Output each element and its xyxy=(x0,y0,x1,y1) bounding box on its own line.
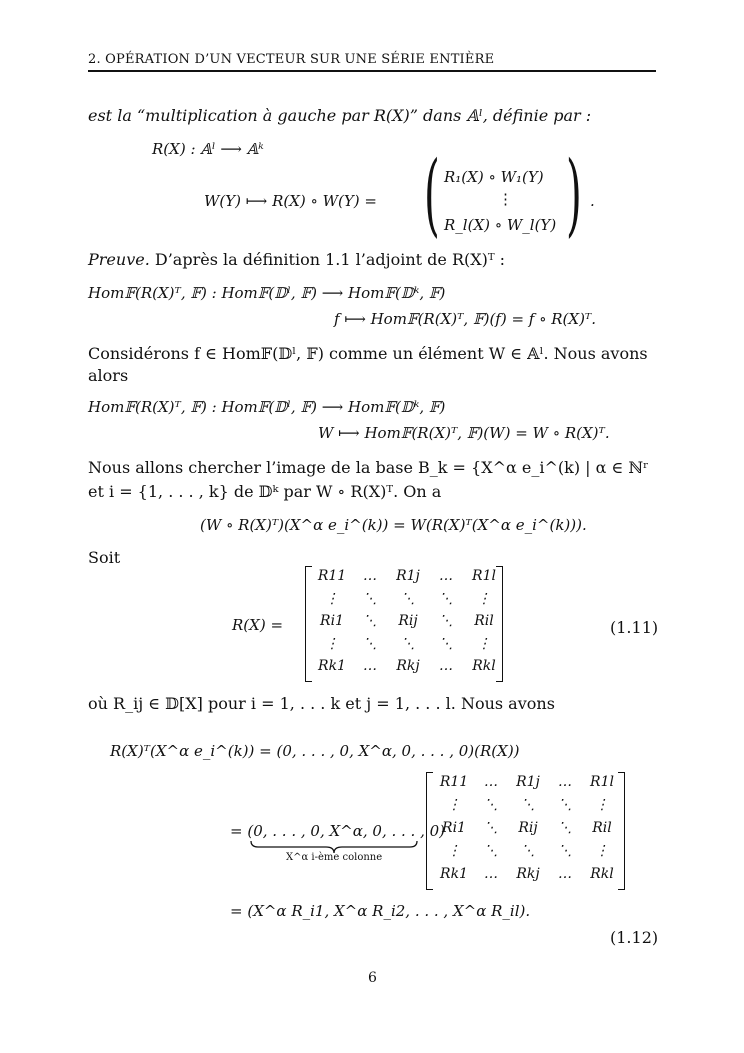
matrix-cell: Rij xyxy=(398,613,418,629)
matrix-cell: ⋮ xyxy=(447,843,461,859)
matrix-lhs: R(X) = xyxy=(232,616,284,634)
matrix-cell: … xyxy=(484,774,498,790)
matrix-cell: R11 xyxy=(439,774,469,790)
matrix-cell: … xyxy=(363,658,377,674)
vector-left-paren: ( xyxy=(424,142,440,247)
matrix-cell: ⋱ xyxy=(363,613,377,629)
matrix-cell: ⋱ xyxy=(558,843,572,859)
matrix-cell: Rk1 xyxy=(318,658,346,674)
hom1-line1: Hom𝔽(R(X)ᵀ, 𝔽) : Hom𝔽(𝔻ˡ, 𝔽) ⟶ Hom𝔽(𝔻ᵏ, 𝔽) xyxy=(88,284,446,302)
matrix-cell: … xyxy=(484,866,498,882)
matrix-cell: Rkj xyxy=(516,866,540,882)
proof-label: Preuve. xyxy=(88,250,150,269)
vector-top: R₁(X) ∘ W₁(Y) xyxy=(444,168,544,186)
matrix-cell: ⋮ xyxy=(595,843,609,859)
def-map-end: . xyxy=(590,192,595,210)
eq-label-1-11: (1.11) xyxy=(610,618,659,637)
matrix-cell: Ril xyxy=(592,820,612,836)
matrix-cell: ⋮ xyxy=(325,590,339,607)
where-line: où R_ij ∈ 𝔻[X] pour i = 1, . . . k et j = 1, . . . l. Nous avons xyxy=(88,694,555,713)
matrix-cell: ⋱ xyxy=(401,635,415,652)
matrix-cell: R11 xyxy=(317,568,347,584)
matrix-cell: Rkl xyxy=(472,658,496,674)
matrix-cell: ⋱ xyxy=(484,843,498,859)
matrix-cell: ⋱ xyxy=(484,797,498,813)
header-rule xyxy=(88,70,656,72)
eq-label-1-12: (1.12) xyxy=(610,928,659,947)
matrix-cell: ⋱ xyxy=(439,613,453,629)
matrix-cell: ⋱ xyxy=(401,590,415,607)
matrix-cell: ⋱ xyxy=(363,635,377,652)
matrix-cell: Rkl xyxy=(590,866,614,882)
matrix-cell: Rk1 xyxy=(440,866,468,882)
brace-label: X^α i-ème colonne xyxy=(286,852,383,863)
vector-mid: ⋮ xyxy=(498,190,513,208)
running-header: 2. OPÉRATION D’UN VECTEUR SUR UNE SÉRIE ENTIÈRE xyxy=(88,52,495,67)
matrix-cell: ⋱ xyxy=(521,797,535,813)
matrix-cell: ⋮ xyxy=(325,635,339,652)
vector-right-paren: ) xyxy=(566,142,582,247)
final-eq-line2: = (0, . . . , 0, X^α, 0, . . . , 0) xyxy=(230,822,446,840)
proof-text: D’après la définition 1.1 l’adjoint de R(X)ᵀ : xyxy=(154,250,506,269)
matrix-cell: ⋱ xyxy=(558,797,572,813)
hom2-line1: Hom𝔽(R(X)ᵀ, 𝔽) : Hom𝔽(𝔻ˡ, 𝔽) ⟶ Hom𝔽(𝔻ᵏ, 𝔽) xyxy=(88,398,446,416)
matrix-cell: … xyxy=(439,568,453,584)
hom2-line2: W ⟼ Hom𝔽(R(X)ᵀ, 𝔽)(W) = W ∘ R(X)ᵀ. xyxy=(318,424,610,442)
matrix-cell: ⋱ xyxy=(439,590,453,607)
matrix-cell: … xyxy=(363,568,377,584)
matrix-cell: Ril xyxy=(474,613,494,629)
matrix-cell: ⋱ xyxy=(521,843,535,859)
matrix-cell: … xyxy=(439,658,453,674)
matrix-cell: ⋱ xyxy=(363,590,377,607)
matrix-cell: ⋮ xyxy=(595,797,609,813)
matrix-cell: Rij xyxy=(518,820,538,836)
matrix-cell: … xyxy=(558,866,572,882)
matrix-cell: R1l xyxy=(590,774,614,790)
matrix-cell: ⋱ xyxy=(484,820,498,836)
matrix-cell: … xyxy=(558,774,572,790)
image-equation: (W ∘ R(X)ᵀ)(X^α e_i^(k)) = W(R(X)ᵀ(X^α e_i^(k))). xyxy=(200,516,587,534)
matrix-cell: R1l xyxy=(472,568,496,584)
matrix-cell: R1j xyxy=(516,774,540,790)
final-eq-line1: R(X)ᵀ(X^α e_i^(k)) = (0, . . . , 0, X^α, 0, . . . , 0)(R(X)) xyxy=(110,742,520,760)
search-line1: Nous allons chercher l’image de la base B_k = {X^α e_i^(k) | α ∈ ℕʳ xyxy=(88,458,649,477)
page-number: 6 xyxy=(368,970,377,986)
soit: Soit xyxy=(88,548,121,567)
proof-line xyxy=(88,250,505,269)
matrix-cell: ⋱ xyxy=(439,635,453,652)
matrix-cell: Ri1 xyxy=(442,820,466,836)
hom1-line2: f ⟼ Hom𝔽(R(X)ᵀ, 𝔽)(f) = f ∘ R(X)ᵀ. xyxy=(334,310,596,328)
matrix-cell: ⋮ xyxy=(477,635,491,652)
matrix-cell: R1j xyxy=(396,568,420,584)
intro-line: est la “multiplication à gauche par R(X)” dans 𝔸ˡ, définie par : xyxy=(88,106,592,125)
search-line2: et i = {1, . . . , k} de 𝔻ᵏ par W ∘ R(X)ᵀ. On a xyxy=(88,482,442,501)
final-eq-line3: = (X^α R_i1, X^α R_i2, . . . , X^α R_il). xyxy=(230,902,531,920)
matrix-cell: Rkj xyxy=(396,658,420,674)
consider-line1: Considérons f ∈ Hom𝔽(𝔻ˡ, 𝔽) comme un élément W ∈ 𝔸ˡ. Nous avons xyxy=(88,344,648,363)
consider-line2: alors xyxy=(88,366,129,385)
vector-bottom: R_l(X) ∘ W_l(Y) xyxy=(444,216,557,234)
matrix-cell: ⋮ xyxy=(447,797,461,813)
def-map-first: R(X) : 𝔸ˡ ⟶ 𝔸ᵏ xyxy=(152,140,264,158)
def-map-second: W(Y) ⟼ R(X) ∘ W(Y) = xyxy=(204,192,377,210)
matrix-cell: ⋱ xyxy=(558,820,572,836)
matrix-cell: Ri1 xyxy=(320,613,344,629)
matrix-cell: ⋮ xyxy=(477,590,491,607)
